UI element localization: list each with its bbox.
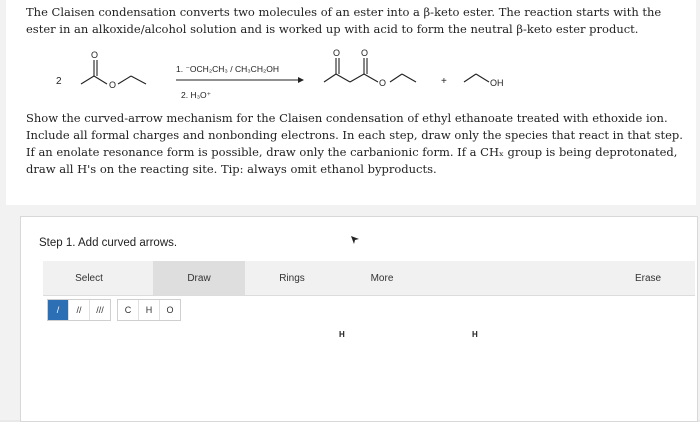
- instructions-text: Show the curved-arrow mechanism for the Claisen condensation of ethyl ethanoate treated with ethoxide ion. Include all formal charges and nonbonding electrons. In each step, draw only the species that react in that step. If an enolate resonance form is possible, draw only the carbanionic form. If a CHₓ group is being deprotonated, draw all H's on the reacting site. Tip: always omit ethanol byproducts.: [26, 111, 683, 176]
- carbonyl-oxygen: O: [91, 50, 99, 60]
- oxygen-atom-tool[interactable]: O: [166, 305, 174, 315]
- drawing-toolbar: [43, 261, 695, 296]
- tool-row: [47, 299, 181, 321]
- product-oxygen-2: O: [361, 48, 369, 58]
- bond-tools: [47, 299, 111, 321]
- step-label: Step 1. Add curved arrows.: [39, 237, 178, 249]
- triple-bond-tool[interactable]: ///: [96, 305, 104, 315]
- atom-tools: [117, 299, 181, 321]
- product-oxygen-3: O: [379, 78, 387, 88]
- carbon-atom-tool[interactable]: C: [118, 300, 139, 320]
- canvas-hydrogen-1[interactable]: H: [339, 330, 345, 339]
- beta-keto-ester-structure: [324, 58, 416, 82]
- drawing-panel: [20, 216, 698, 422]
- canvas-hydrogen-2[interactable]: H: [472, 330, 478, 339]
- reagent-step-1: 1. ⁻OCH₂CH₃ / CH₃CH₂OH: [176, 64, 280, 74]
- reaction-scheme: [36, 42, 556, 112]
- mouse-cursor-icon: [350, 235, 360, 245]
- plus-sign: +: [441, 76, 447, 87]
- select-tab[interactable]: Select: [75, 272, 103, 284]
- reagent-step-2: 2. H₃O⁺: [181, 90, 212, 100]
- question-card: [6, 0, 696, 205]
- ethanol-hydroxyl: OH: [490, 78, 504, 88]
- double-bond-tool[interactable]: //: [69, 300, 90, 320]
- draw-tab[interactable]: Draw: [153, 261, 245, 295]
- product-oxygen-1: O: [333, 48, 341, 58]
- hydrogen-atom-tool[interactable]: H: [139, 300, 160, 320]
- ester-oxygen: O: [109, 80, 117, 90]
- ethanol-structure: [464, 74, 489, 82]
- coefficient: 2: [56, 76, 62, 87]
- rings-tab[interactable]: Rings: [279, 272, 305, 284]
- erase-tab[interactable]: Erase: [634, 272, 662, 284]
- single-bond-tool[interactable]: /: [48, 300, 69, 320]
- intro-text: The Claisen condensation converts two molecules of an ester into a β-keto ester. The reaction starts with the ester in an alkoxide/alcohol solution and is worked up with acid to form the neutral β-keto ester product.: [26, 5, 662, 36]
- more-tab[interactable]: More: [370, 272, 394, 284]
